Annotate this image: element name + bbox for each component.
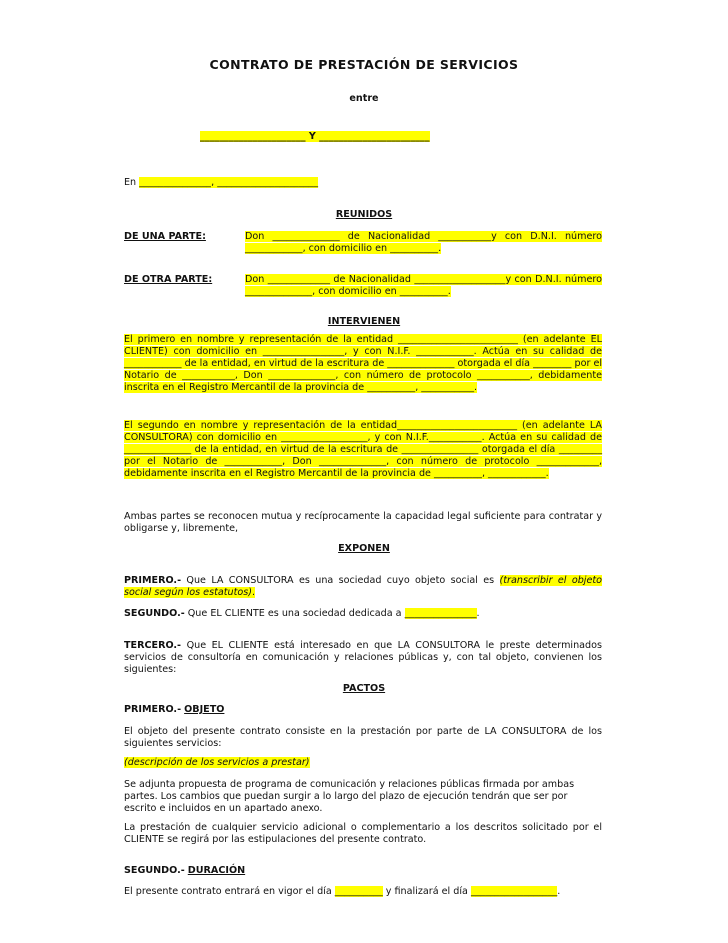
pacto-segundo-heading	[124, 865, 602, 877]
expone-segundo-blank: _______________	[404, 608, 477, 619]
otra-parte-body: Don _____________ de Nacionalidad ___________________y con D.N.I. número ______________, con domicilio en __________.	[245, 274, 602, 297]
place-sep: ,	[211, 177, 218, 188]
place-line	[124, 177, 318, 189]
expone-primero-end: .	[251, 587, 256, 598]
interviene-segundo-text: El segundo en nombre y representación de la entidad_________________________ (en adelante LA CONSULTORA) con domicilio en __________________, y con N.I.F.___________. Actúa en su calidad de ______________ de la entidad, en virtud de la escritura de ________________ otorgada el día _________ por el Notario de ____________, Don ______________, con número de protocolo _____________, debidamente inscrita en el Registro Mercantil de la provincia de __________, ____________.	[124, 420, 602, 479]
place-blank: _______________	[139, 177, 212, 188]
duracion-end: .	[557, 886, 561, 897]
pacto-primero-heading	[124, 704, 602, 716]
party-left-blank: ______________________	[200, 131, 306, 142]
otra-parte-label: DE OTRA PARTE:	[124, 274, 213, 285]
objeto-highlight: (descripción de los servicios a prestar)	[124, 757, 310, 768]
objeto-highlight-line	[124, 757, 602, 769]
adicional-paragraph: La prestación de cualquier servicio adicional o complementario a los descritos solicitado por el CLIENTE se regirá por las estipulaciones del presente contrato.	[124, 822, 602, 845]
otra-parte-text	[245, 274, 602, 298]
duracion-text-mid: y finalizará el día	[382, 886, 471, 897]
propuesta-paragraph: Se adjunta propuesta de programa de comunicación y relaciones públicas firmada por ambas partes. Los cambios que puedan surgir a lo largo del plazo de ejecución tendrán que ser por escrito e incluidos en un apartado anexo.	[124, 779, 575, 814]
expone-primero	[124, 575, 602, 599]
objeto-paragraph: El objeto del presente contrato consiste en la prestación por parte de LA CONSULTORA de los siguientes servicios:	[124, 726, 602, 749]
expone-tercero-label: TERCERO.-	[124, 640, 182, 651]
interviene-primero-text: El primero en nombre y representación de la entidad _________________________ (en adelante EL CLIENTE) con domicilio en _________________, y con N.I.F. ____________. Actúa en su calidad de ____________ de la entidad, en virtud de la escritura de ______________ otorgada el día ________ por el Notario de ___________, Don ______________, con número de protocolo ___________, debidamente inscrita en el Registro Mercantil de la provincia de __________, ___________.	[124, 334, 603, 393]
parties-line	[200, 131, 530, 143]
duracion-end-blank: __________________	[470, 886, 558, 897]
expone-primero-label: PRIMERO.-	[124, 575, 182, 586]
heading-pactos: PACTOS	[342, 683, 386, 694]
pacto-primero-label: PRIMERO.-	[124, 704, 182, 715]
party-right-blank: _______________________	[319, 131, 430, 142]
document-subtitle: entre	[349, 93, 379, 104]
expone-primero-text: Que LA CONSULTORA es una sociedad cuyo objeto social es	[181, 575, 500, 586]
place-prefix: En	[124, 177, 140, 188]
heading-intervienen: INTERVIENEN	[327, 316, 401, 327]
interviene-segundo	[124, 420, 602, 480]
una-parte-label: DE UNA PARTE:	[124, 231, 206, 242]
expone-segundo-label: SEGUNDO.-	[124, 608, 185, 619]
duracion-text-start: El presente contrato entrará en vigor el día	[124, 886, 335, 897]
heading-exponen: EXPONEN	[338, 543, 390, 554]
expone-tercero	[124, 640, 602, 676]
date-blank: _____________________	[217, 177, 318, 188]
pacto-segundo-label: SEGUNDO.-	[124, 865, 185, 876]
pacto-primero-title: OBJETO	[184, 704, 225, 715]
expone-tercero-text: Que EL CLIENTE está interesado en que LA CONSULTORA le preste determinados servicios de consultoría en comunicación y relaciones públicas y, con tal objeto, convienen los siguientes:	[124, 640, 602, 675]
duracion-start-blank: __________	[334, 886, 383, 897]
expone-segundo-end: .	[476, 608, 480, 619]
pacto-segundo-title: DURACIÓN	[187, 865, 246, 876]
document-title: CONTRATO DE PRESTACIÓN DE SERVICIOS	[209, 57, 519, 72]
capacidad-paragraph: Ambas partes se reconocen mutua y recíprocamente la capacidad legal suficiente para contratar y obligarse y, libremente,	[124, 511, 602, 534]
party-joiner: Y	[305, 131, 320, 142]
duracion-paragraph	[124, 886, 602, 898]
una-parte-body: Don ______________ de Nacionalidad ___________y con D.N.I. número ____________, con domicilio en __________.	[245, 231, 602, 254]
expone-segundo	[124, 608, 602, 620]
heading-reunidos: REUNIDOS	[335, 209, 393, 220]
interviene-primero	[124, 334, 602, 394]
expone-primero-highlight: (transcribir el objeto social según los estatutos)	[124, 575, 602, 598]
expone-segundo-text: Que EL CLIENTE es una sociedad dedicada a	[184, 608, 405, 619]
una-parte-text	[245, 231, 602, 255]
